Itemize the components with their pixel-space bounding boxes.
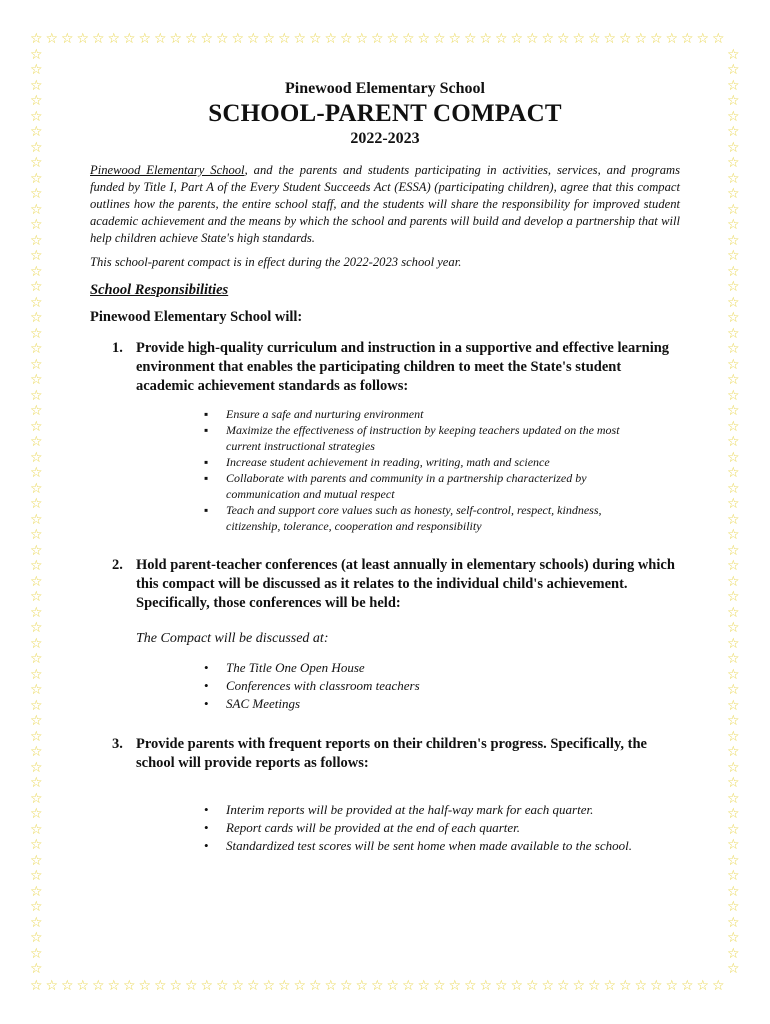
star-icon: ☆ [696, 31, 710, 47]
item-number: 1. [112, 340, 123, 356]
star-icon: ☆ [619, 978, 632, 994]
star-icon: ☆ [727, 248, 740, 264]
star-icon: ☆ [30, 186, 43, 202]
star-icon: ☆ [557, 978, 570, 994]
star-icon: ☆ [293, 31, 307, 47]
star-icon: ☆ [30, 403, 43, 419]
star-icon: ☆ [61, 978, 74, 994]
star-icon: ☆ [247, 31, 260, 47]
star-icon: ☆ [30, 899, 43, 915]
star-icon: ☆ [495, 31, 508, 47]
star-icon: ☆ [138, 978, 152, 994]
star-icon: ☆ [45, 978, 59, 994]
star-icon: ☆ [727, 170, 740, 187]
star-icon: ☆ [30, 387, 43, 404]
star-icon: ☆ [185, 978, 198, 994]
star-icon: ☆ [386, 978, 400, 994]
star-icon: ☆ [603, 978, 617, 994]
star-icon: ☆ [123, 978, 136, 994]
star-icon: ☆ [185, 31, 198, 47]
intro-paragraph [90, 162, 680, 247]
star-icon: ☆ [727, 449, 740, 466]
item-number: 2. [112, 557, 123, 573]
star-icon: ☆ [727, 496, 740, 512]
star-icon: ☆ [30, 232, 43, 249]
star-icon: ☆ [92, 31, 105, 47]
star-icon: ☆ [727, 217, 740, 233]
star-icon: ☆ [727, 837, 740, 853]
document-title: SCHOOL-PARENT COMPACT [208, 100, 562, 127]
list-item: ▪ Increase student achievement in reading, writing, math and science [208, 454, 640, 470]
star-icon: ☆ [262, 978, 276, 994]
star-icon: ☆ [30, 62, 43, 78]
star-icon: ☆ [30, 620, 43, 636]
star-icon: ☆ [30, 759, 43, 776]
star-icon: ☆ [495, 978, 508, 994]
star-icon: ☆ [30, 790, 43, 807]
star-icon: ☆ [30, 775, 43, 791]
star-icon: ☆ [510, 31, 524, 47]
star-icon: ☆ [526, 31, 539, 47]
star-icon: ☆ [727, 279, 740, 295]
star-icon: ☆ [30, 248, 43, 264]
star-icon: ☆ [650, 978, 663, 994]
star-icon: ☆ [355, 31, 369, 47]
star-icon: ☆ [541, 31, 555, 47]
star-icon: ☆ [727, 434, 740, 450]
star-icon: ☆ [727, 868, 740, 884]
star-icon: ☆ [526, 978, 539, 994]
star-icon: ☆ [30, 139, 43, 156]
star-icon: ☆ [727, 589, 740, 605]
responsibility-item [90, 735, 680, 773]
item-3-bullets [90, 801, 680, 855]
school-name: Pinewood Elementary School [285, 80, 485, 97]
star-icon: ☆ [30, 682, 43, 698]
star-icon: ☆ [30, 77, 43, 94]
star-icon: ☆ [30, 852, 43, 869]
star-icon: ☆ [448, 978, 462, 994]
compact-discussed-label: The Compact will be discussed at: [136, 631, 329, 646]
star-icon: ☆ [402, 978, 415, 994]
star-icon: ☆ [30, 294, 43, 311]
star-icon: ☆ [30, 558, 43, 574]
star-icon: ☆ [541, 978, 555, 994]
intro-school-name: Pinewood Elementary School [90, 163, 245, 177]
star-icon: ☆ [30, 201, 43, 218]
star-icon: ☆ [727, 728, 740, 745]
star-icon: ☆ [30, 465, 43, 481]
star-icon: ☆ [340, 978, 353, 994]
star-icon: ☆ [30, 155, 43, 171]
star-icon: ☆ [30, 449, 43, 466]
star-icon: ☆ [371, 978, 384, 994]
star-icon: ☆ [61, 31, 74, 47]
star-icon: ☆ [727, 108, 740, 125]
star-icon: ☆ [727, 93, 740, 109]
intro-text: , and the parents and students participating in activities, services, and programs funded by Title I, Part A of the Every Student Succeeds Act (ESSA) (participating children), agree that this compact outlines how the parents, the entire school staff, and the students will share the responsibility for improved student academic achievement and the means by which the school and parents will build and develop a partnership that will help children achieve State's high standards. [90, 163, 680, 245]
star-icon: ☆ [107, 978, 121, 994]
star-icon: ☆ [30, 93, 43, 109]
star-icon: ☆ [30, 310, 43, 326]
star-icon: ☆ [30, 651, 43, 667]
star-icon: ☆ [138, 31, 152, 47]
star-icon: ☆ [30, 883, 43, 900]
star-icon: ☆ [727, 604, 740, 621]
star-icon: ☆ [588, 31, 601, 47]
star-icon: ☆ [727, 527, 740, 543]
star-icon: ☆ [30, 713, 43, 729]
star-icon: ☆ [727, 418, 740, 435]
star-icon: ☆ [30, 635, 43, 652]
list-item: • Conferences with classroom teachers [208, 677, 680, 695]
star-icon: ☆ [216, 978, 229, 994]
star-icon: ☆ [727, 511, 740, 528]
star-icon: ☆ [30, 325, 43, 342]
star-icon: ☆ [30, 527, 43, 543]
star-icon: ☆ [340, 31, 353, 47]
list-item: ▪ Ensure a safe and nurturing environment [208, 406, 640, 422]
star-icon: ☆ [681, 978, 694, 994]
star-icon: ☆ [433, 978, 446, 994]
star-icon: ☆ [448, 31, 462, 47]
star-icon: ☆ [30, 46, 43, 63]
star-icon: ☆ [727, 930, 740, 946]
item-text: Hold parent-teacher conferences (at least annually in elementary schools) during which this compact will be discussed as it relates to the individual child's achievement. Specifically, those conferences will be held: [136, 557, 675, 611]
star-icon: ☆ [30, 728, 43, 745]
star-icon: ☆ [30, 511, 43, 528]
star-icon: ☆ [727, 558, 740, 574]
star-icon: ☆ [293, 978, 307, 994]
star-icon: ☆ [123, 31, 136, 47]
star-icon: ☆ [572, 31, 586, 47]
star-icon: ☆ [247, 978, 260, 994]
document-page [90, 78, 680, 855]
list-item: • SAC Meetings [208, 695, 680, 713]
list-item: ▪ Teach and support core values such as honesty, self-control, respect, kindness, citizenship, tolerance, cooperation and responsibility [208, 502, 640, 534]
star-icon: ☆ [30, 930, 43, 946]
item-1-bullets [90, 406, 640, 534]
star-icon: ☆ [727, 387, 740, 404]
star-icon: ☆ [696, 978, 710, 994]
star-icon: ☆ [588, 978, 601, 994]
star-icon: ☆ [727, 46, 740, 63]
star-icon: ☆ [30, 978, 43, 994]
star-icon: ☆ [510, 978, 524, 994]
star-icon: ☆ [30, 837, 43, 853]
star-icon: ☆ [30, 170, 43, 187]
star-icon: ☆ [30, 744, 43, 760]
star-icon: ☆ [665, 978, 679, 994]
star-icon: ☆ [464, 978, 477, 994]
star-icon: ☆ [324, 31, 338, 47]
star-icon: ☆ [572, 978, 586, 994]
star-icon: ☆ [30, 124, 43, 140]
star-icon: ☆ [107, 31, 121, 47]
star-icon: ☆ [30, 697, 43, 714]
star-icon: ☆ [216, 31, 229, 47]
star-icon: ☆ [231, 978, 245, 994]
star-icon: ☆ [30, 821, 43, 838]
responsibility-item [90, 339, 680, 396]
star-icon: ☆ [169, 978, 183, 994]
star-icon: ☆ [727, 124, 740, 140]
list-item: • Report cards will be provided at the end of each quarter. [208, 819, 680, 837]
star-icon: ☆ [30, 31, 43, 47]
star-icon: ☆ [30, 480, 43, 497]
star-icon: ☆ [30, 108, 43, 125]
star-icon: ☆ [634, 31, 648, 47]
star-icon: ☆ [309, 31, 322, 47]
star-icon: ☆ [278, 978, 291, 994]
star-icon: ☆ [727, 945, 740, 962]
star-icon: ☆ [727, 961, 740, 977]
star-icon: ☆ [464, 31, 477, 47]
star-icon: ☆ [727, 263, 740, 280]
item-text: Provide parents with frequent reports on their children's progress. Specifically, the school will provide reports as follows: [136, 736, 647, 771]
star-icon: ☆ [727, 697, 740, 714]
star-icon: ☆ [417, 31, 431, 47]
star-icon: ☆ [727, 77, 740, 94]
star-icon: ☆ [727, 294, 740, 311]
star-icon: ☆ [479, 978, 493, 994]
star-icon: ☆ [727, 201, 740, 218]
star-icon: ☆ [681, 31, 694, 47]
star-icon: ☆ [727, 465, 740, 481]
star-icon: ☆ [619, 31, 632, 47]
star-icon: ☆ [727, 232, 740, 249]
star-icon: ☆ [45, 31, 59, 47]
star-icon: ☆ [169, 31, 183, 47]
star-icon: ☆ [727, 682, 740, 698]
star-icon: ☆ [727, 666, 740, 683]
star-icon: ☆ [154, 31, 167, 47]
star-icon: ☆ [727, 341, 740, 357]
star-icon: ☆ [433, 31, 446, 47]
star-icon: ☆ [727, 635, 740, 652]
star-icon: ☆ [371, 31, 384, 47]
star-icon: ☆ [30, 434, 43, 450]
star-icon: ☆ [650, 31, 663, 47]
star-icon: ☆ [727, 186, 740, 202]
star-icon: ☆ [727, 573, 740, 590]
star-icon: ☆ [324, 978, 338, 994]
star-icon: ☆ [309, 978, 322, 994]
star-icon: ☆ [727, 155, 740, 171]
star-icon: ☆ [727, 325, 740, 342]
star-icon: ☆ [30, 961, 43, 977]
star-icon: ☆ [30, 279, 43, 295]
section-heading: School Responsibilities [90, 282, 229, 298]
star-icon: ☆ [603, 31, 617, 47]
star-icon: ☆ [557, 31, 570, 47]
star-icon: ☆ [30, 666, 43, 683]
responsibility-item [90, 556, 680, 613]
star-icon: ☆ [727, 775, 740, 791]
star-icon: ☆ [727, 852, 740, 869]
star-icon: ☆ [30, 604, 43, 621]
star-icon: ☆ [727, 542, 740, 559]
star-icon: ☆ [200, 31, 214, 47]
star-icon: ☆ [231, 31, 245, 47]
star-icon: ☆ [76, 31, 90, 47]
item-number: 3. [112, 736, 123, 752]
star-icon: ☆ [262, 31, 276, 47]
list-item: ▪ Maximize the effectiveness of instruction by keeping teachers updated on the most current instructional strategies [208, 422, 640, 454]
star-icon: ☆ [200, 978, 214, 994]
star-icon: ☆ [727, 806, 740, 822]
star-icon: ☆ [727, 790, 740, 807]
star-icon: ☆ [30, 496, 43, 512]
star-icon: ☆ [727, 759, 740, 776]
star-icon: ☆ [30, 356, 43, 373]
star-icon: ☆ [727, 883, 740, 900]
star-icon: ☆ [665, 31, 679, 47]
star-icon: ☆ [727, 899, 740, 915]
item-text: Provide high-quality curriculum and instruction in a supportive and effective learning environment that enables the participating children to meet the State's student academic achievement standards as follows: [136, 340, 670, 394]
star-icon: ☆ [386, 31, 400, 47]
star-icon: ☆ [92, 978, 105, 994]
star-icon: ☆ [727, 914, 740, 931]
school-year: 2022-2023 [350, 130, 420, 147]
star-icon: ☆ [634, 978, 648, 994]
star-icon: ☆ [727, 356, 740, 373]
list-item: • The Title One Open House [208, 659, 680, 677]
star-icon: ☆ [727, 139, 740, 156]
star-icon: ☆ [30, 573, 43, 590]
star-icon: ☆ [30, 589, 43, 605]
star-icon: ☆ [727, 62, 740, 78]
star-icon: ☆ [30, 418, 43, 435]
star-icon: ☆ [417, 978, 431, 994]
star-icon: ☆ [30, 868, 43, 884]
star-icon: ☆ [712, 31, 725, 47]
effective-period: This school-parent compact is in effect during the 2022-2023 school year. [90, 255, 462, 269]
star-icon: ☆ [30, 542, 43, 559]
list-item: • Standardized test scores will be sent home when made available to the school. [208, 837, 680, 855]
star-icon: ☆ [278, 31, 291, 47]
school-will-heading: Pinewood Elementary School will: [90, 309, 303, 325]
star-icon: ☆ [30, 806, 43, 822]
star-icon: ☆ [727, 744, 740, 760]
star-icon: ☆ [30, 217, 43, 233]
star-icon: ☆ [402, 31, 415, 47]
star-icon: ☆ [712, 978, 725, 994]
star-icon: ☆ [30, 945, 43, 962]
star-icon: ☆ [30, 914, 43, 931]
item-2-bullets [90, 659, 680, 713]
star-icon: ☆ [30, 341, 43, 357]
star-icon: ☆ [727, 480, 740, 497]
star-icon: ☆ [727, 713, 740, 729]
star-icon: ☆ [30, 372, 43, 388]
star-icon: ☆ [727, 620, 740, 636]
star-icon: ☆ [479, 31, 493, 47]
star-icon: ☆ [727, 403, 740, 419]
star-icon: ☆ [355, 978, 369, 994]
star-icon: ☆ [154, 978, 167, 994]
star-icon: ☆ [727, 821, 740, 838]
star-icon: ☆ [727, 651, 740, 667]
star-icon: ☆ [30, 263, 43, 280]
star-icon: ☆ [76, 978, 90, 994]
star-icon: ☆ [727, 372, 740, 388]
list-item: ▪ Collaborate with parents and community in a partnership characterized by communication and mutual respect [208, 470, 640, 502]
list-item: • Interim reports will be provided at the half-way mark for each quarter. [208, 801, 680, 819]
star-icon: ☆ [727, 310, 740, 326]
